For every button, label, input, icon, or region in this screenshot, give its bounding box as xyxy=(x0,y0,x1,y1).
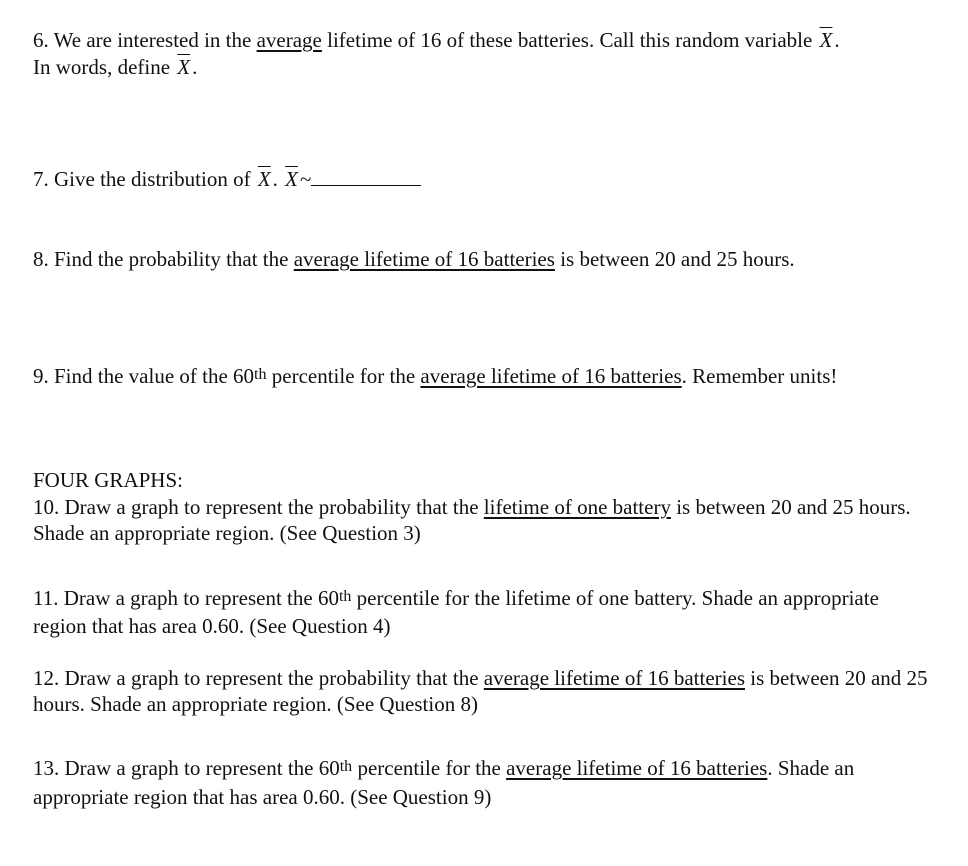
q6-text-a: 6. We are interested in the xyxy=(33,28,257,52)
q8-text-a: 8. Find the probability that the xyxy=(33,247,294,271)
q6-xbar-symbol-1: $\overline{X}$ xyxy=(819,28,833,52)
q10-text-c: is between 20 and 25 hours. Shade an appropriate region. (See Question 3) xyxy=(33,495,911,545)
q6-text-d: . xyxy=(834,28,840,52)
q9-text-a: 9. Find the value of the 60 xyxy=(33,364,255,388)
q9-text-b: percentile for the xyxy=(266,364,421,388)
q7-text-a: 7. Give the distribution of xyxy=(33,167,256,191)
question-7 xyxy=(33,166,933,193)
q11-text-b: percentile for the lifetime of one battery. Shade an appropriate region that has area 0.60. (See Question 4) xyxy=(33,586,879,638)
q7-tilde: ~ xyxy=(299,167,312,191)
q7-answer-blank xyxy=(311,167,421,186)
q10-underlined-phrase: lifetime of one battery xyxy=(483,495,671,519)
question-11 xyxy=(33,584,933,640)
q6-text-c: lifetime of 16 of these batteries. Call this random variable xyxy=(321,28,818,52)
q13-text-b: percentile for the xyxy=(352,756,507,780)
q13-underlined-phrase: average lifetime of 16 batteries xyxy=(506,756,768,780)
q13-superscript: th xyxy=(339,758,353,775)
q7-xbar-symbol-2: $\overline{X}$ xyxy=(285,167,298,191)
q9-superscript: th xyxy=(254,366,267,383)
four-graphs-heading: FOUR GRAPHS: xyxy=(33,468,183,492)
q7-xbar-symbol-1: $\overline{X}$ xyxy=(257,167,271,191)
question-8 xyxy=(33,246,933,273)
question-6 xyxy=(33,27,933,81)
question-9 xyxy=(33,360,933,393)
q10-text-a: 10. Draw a graph to represent the probability that the xyxy=(33,495,484,519)
q13-text-d: . Shade an appropriate region that has area 0.60. (See Question 9) xyxy=(33,756,855,809)
question-12 xyxy=(33,665,933,717)
q11-superscript: th xyxy=(338,588,352,605)
q6-text-e: In words, define xyxy=(33,55,176,79)
q6-xbar-symbol-2: $\overline{X}$ xyxy=(177,55,191,79)
question-10 xyxy=(33,494,933,546)
q12-text-c: is between 20 and 25 hours. Shade an appropriate region. (See Question 8) xyxy=(33,666,928,716)
question-13 xyxy=(33,754,933,812)
q8-underlined-phrase: average lifetime of 16 batteries xyxy=(293,247,555,271)
q6-text-f: . xyxy=(192,55,198,79)
q6-underlined-average: average xyxy=(256,28,322,52)
q12-underlined-phrase: average lifetime of 16 batteries xyxy=(483,666,745,690)
q13-text-a: 13. Draw a graph to represent the 60 xyxy=(33,756,340,780)
q8-text-c: is between 20 and 25 hours. xyxy=(554,247,795,271)
q7-text-b: . xyxy=(272,167,284,191)
q12-text-a: 12. Draw a graph to represent the probability that the xyxy=(33,666,484,690)
q9-text-d: . Remember units! xyxy=(681,364,838,388)
q9-underlined-phrase: average lifetime of 16 batteries xyxy=(420,364,682,388)
q11-text-a: 11. Draw a graph to represent the 60 xyxy=(33,586,339,610)
